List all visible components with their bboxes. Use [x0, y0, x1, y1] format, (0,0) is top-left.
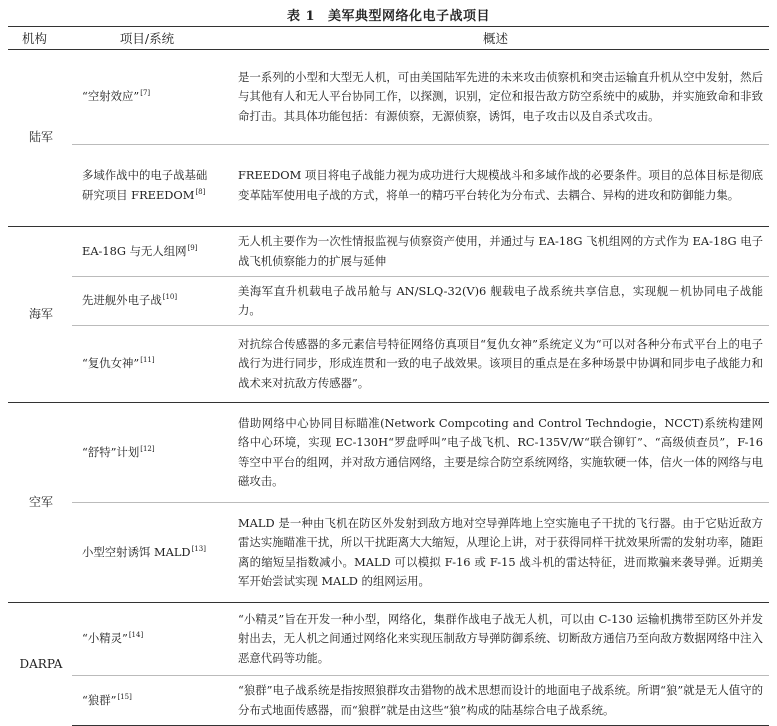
summary-cell: 是一系列的小型和大型无人机，可由美国陆军先进的未来攻击侦察机和突击运输直升机从空中发射，然后与其他有人和无人平台协同工作，以探测，识别，定位和报告敌方防空系统中的威胁，并实施致命和非致命打击。其具体功能包括：有源侦察，无源侦察，诱饵，电子攻击以及自杀式攻击。	[222, 50, 769, 145]
project-cell	[72, 277, 222, 326]
table-caption	[0, 5, 777, 24]
project-name: “小精灵”	[82, 631, 128, 646]
header-org: 机构	[8, 27, 72, 50]
reference-mark: [7]	[140, 89, 151, 98]
project-name: 多域作战中的电子战基础研究项目 FREEDOM	[82, 168, 208, 202]
org-cell: 陆军	[8, 50, 72, 227]
org-cell: DARPA	[8, 603, 72, 726]
reference-mark: [10]	[162, 293, 178, 302]
header-row	[8, 27, 769, 50]
table-row	[8, 603, 769, 676]
project-cell	[72, 676, 222, 726]
project-name: 先进舰外电子战	[82, 293, 162, 308]
project-cell	[72, 403, 222, 503]
table-row	[8, 145, 769, 227]
reference-mark: [15]	[117, 692, 132, 701]
summary-cell: MALD 是一种由飞机在防区外发射到敌方地对空导弹阵地上空实施电子干扰的飞行器。由于它贴近敌方雷达实施瞄准干扰，所以干扰距离大大缩短，从理论上讲，对于获得同样干扰效果所需的发射功率，随距离的缩短呈指数减小。MALD 可以模拟 F-16 或 F-15 战斗机的雷达特征，进而欺骗来袭导弹。近期美军开始尝试实现 MALD 的组网运用。	[222, 503, 769, 603]
table-row	[8, 50, 769, 145]
reference-mark: [14]	[128, 631, 144, 640]
project-name: 小型空射诱饵 MALD	[82, 544, 191, 559]
reference-mark: [9]	[187, 243, 198, 252]
summary-cell: 美海军直升机载电子战吊舱与 AN/SLQ-32(V)6 舰载电子战系统共享信息，实现舰－机协同电子战能力。	[222, 277, 769, 326]
table-row	[8, 227, 769, 277]
table-row	[8, 326, 769, 403]
reference-mark: [8]	[195, 187, 206, 196]
caption-label: 表 1	[286, 9, 316, 24]
reference-mark: [13]	[191, 544, 206, 553]
projects-table	[8, 26, 769, 726]
org-cell: 海军	[8, 227, 72, 403]
project-cell	[72, 145, 222, 227]
table-row	[8, 403, 769, 503]
table-row	[8, 277, 769, 326]
summary-cell: FREEDOM 项目将电子战能力视为成功进行大规模战斗和多域作战的必要条件。项目的总体目标是彻底变革陆军使用电子战的方式，将单一的精巧平台转化为分布式、去耦合、异构的进攻和防御能力集。	[222, 145, 769, 227]
summary-cell: 对抗综合传感器的多元素信号特征网络仿真项目“复仇女神”系统定义为“可以对各种分布式平台上的电子战行为进行同步，形成连贯和一致的电子战效果。该项目的重点是在多种场景中协调和同步电子战能力和战术来对抗敌方传感器”。	[222, 326, 769, 403]
caption-title: 美军典型网络化电子战项目	[328, 9, 491, 24]
project-name: “空射效应”	[82, 89, 140, 104]
reference-mark: [11]	[140, 356, 155, 365]
project-cell	[72, 227, 222, 277]
summary-cell: 无人机主要作为一次性情报监视与侦察资产使用，并通过与 EA-18G 飞机组网的方式作为 EA-18G 电子战飞机侦察能力的扩展与延伸	[222, 227, 769, 277]
org-cell: 空军	[8, 403, 72, 603]
project-cell	[72, 50, 222, 145]
project-name: EA-18G 与无人组网	[82, 243, 187, 258]
table-row	[8, 676, 769, 726]
summary-cell: 借助网络中心协同目标瞄准(Network Compcoting and Control Techndogie，NCCT)系统构建网络中心环境，实现 EC-130H“罗盘呼叫”电子战飞机、RC-135V/W“联合铆钉”、“高级侦查员”，F-16 等空中平台的组网，并对敌方通信网络，主要是综合防空系统网络，实施软硬一体，信火一体的网络与电磁攻击。	[222, 403, 769, 503]
header-summary: 概述	[222, 27, 769, 50]
project-cell	[72, 326, 222, 403]
table-row	[8, 503, 769, 603]
project-name: “舒特”计划	[82, 444, 140, 459]
project-name: “复仇女神”	[82, 356, 140, 371]
summary-cell: “狼群”电子战系统是指按照狼群攻击猎物的战术思想而设计的地面电子战系统。所谓“狼”就是无人值守的分布式地面传感器，而“狼群”就是由这些“狼”构成的陆基综合电子战系统。	[222, 676, 769, 726]
summary-cell: “小精灵”旨在开发一种小型，网络化，集群作战电子战无人机，可以由 C-130 运输机携带至防区外并发射出去，无人机之间通过网络化来实现压制敌方导弹防御系统、切断敌方通信乃至向敌方数据网络中注入恶意代码等功能。	[222, 603, 769, 676]
reference-mark: [12]	[140, 444, 155, 453]
project-cell	[72, 603, 222, 676]
project-cell	[72, 503, 222, 603]
project-name: “狼群”	[82, 692, 117, 707]
header-project: 项目/系统	[72, 27, 222, 50]
